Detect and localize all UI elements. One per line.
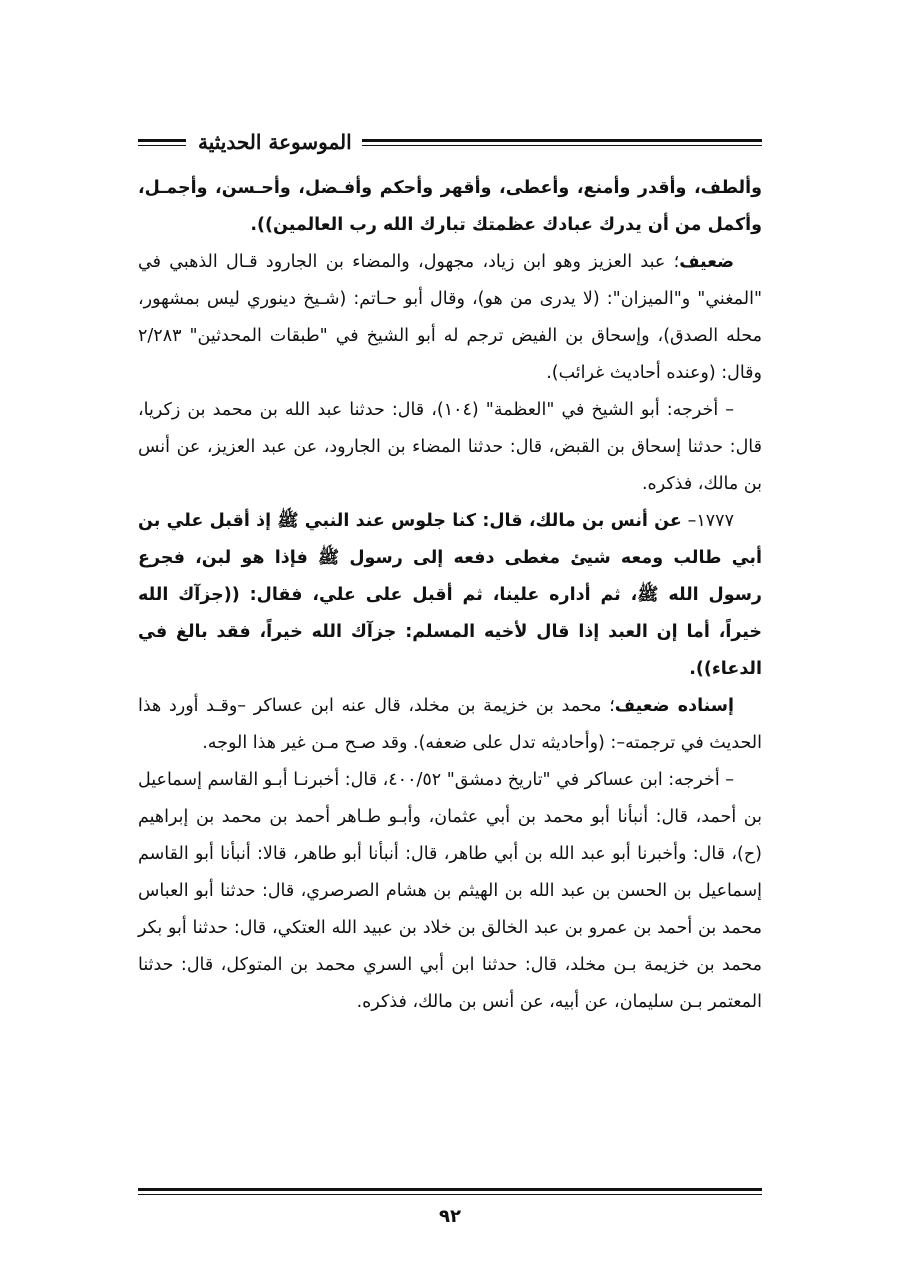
- text-segment: – أخرجه: ابن عساكر في "تاريخ دمشق" ٤٠٠/٥٢، قال: أخبرنـا أبـو القاسم إسماعيل بن أحمد، قال: أنبأنا أبو محمد بن أبي عثمان، وأبـو طـاهر أحمد بن محمد بن إبراهيم (ح)، قال: وأخبرنا أبو عبد الله بن أبي طاهر، قال: أنبأنا أبو طاهر، قالا: أنبأنا أبو القاسم إسماعيل بن الحسن بن عبد الله بن الهيثم بن هشام الصرصري، قال: حدثنا أبو العباس محمد بن أحمد بن عمرو بن عبد الخالق بن خلاد بن عبيد الله العتكي، قال: حدثنا أبو بكر محمد بن خزيمة بـن مخلد، قال: حدثنا ابن أبي السري محمد بن المتوكل، قال: حدثنا المعتمر بـن سليمان، عن أبيه، عن أنس بن مالك، فذكره.: [138, 770, 762, 1012]
- hadith-text: عن أنس بن مالك، قال: كنا جلوس عند النبي ﷺ إذ أقبل علي بن أبي طالب ومعه شيئ مغطى دفعه إلى رسول ﷺ فإذا هو لبن، فجرع رسول الله ﷺ، ثم أداره علينا، ثم أقبل على علي، فقال: ((جزآك الله خيراً، أما إن العبد إذا قال لأخيه المسلم: جزآك الله خيراً، فقد بالغ في الدعاء)).: [138, 511, 762, 679]
- text-segment: – أخرجه: أبو الشيخ في "العظمة" (١٠٤)، قال: حدثنا عبد الله بن محمد بن زكريا، قال: حدثنا إسحاق بن القبض، قال: حدثنا المضاء بن الجارود، عن عبد العزيز، عن أنس بن مالك، فذكره.: [138, 400, 762, 494]
- paragraph-takhrij: [138, 762, 762, 1021]
- hadith-number: ١٧٧٧–: [681, 511, 734, 531]
- header-rule-right: [362, 139, 762, 146]
- footer-rule-thin: [138, 1194, 762, 1195]
- text-segment: ؛ عبد العزيز وهو ابن زياد، مجهول، والمضاء بن الجارود قـال الذهبي في "المغني" و"الميزان": (لا يدرى من هو)، وقال أبو حـاتم: (شـيخ دينوري ليس بمشهور، محله الصدق)، وإسحاق بن الفيض ترجم له أبو الشيخ في "طبقات المحدثين" ٢/٢٨٣ وقال: (وعنده أحاديث غرائب).: [138, 252, 762, 383]
- text-segment: وألطف، وأقدر وأمنع، وأعطى، وأقهر وأحكم وأفـضل، وأحـسن، وأجمـل، وأكمل من أن يدرك عبادك عظمتك تبارك الله رب العالمين)).: [138, 178, 762, 235]
- footer-rule: [138, 1188, 762, 1195]
- main-text: [138, 170, 762, 1021]
- grading-label: إسناده ضعيف: [614, 696, 734, 716]
- grading-label: ضعيف: [679, 252, 734, 272]
- paragraph-continuation: [138, 170, 762, 244]
- text-segment: ؛ محمد بن خزيمة بن مخلد، قال عنه ابن عساكر –وقـد أورد هذا الحديث في ترجمته–: (وأحاديثه تدل على ضعفه). وقد صـح مـن غير هذا الوجه.: [138, 696, 762, 753]
- page-number: ٩٢: [439, 1206, 461, 1227]
- footer-rule-thick: [138, 1188, 762, 1191]
- page-header: [138, 122, 762, 162]
- paragraph-grading: [138, 688, 762, 762]
- paragraph-grading: [138, 244, 762, 392]
- header-rule-left: [138, 139, 186, 146]
- paragraph-hadith: [138, 503, 762, 688]
- paragraph-takhrij: [138, 392, 762, 503]
- running-title: الموسوعة الحديثية: [198, 130, 352, 154]
